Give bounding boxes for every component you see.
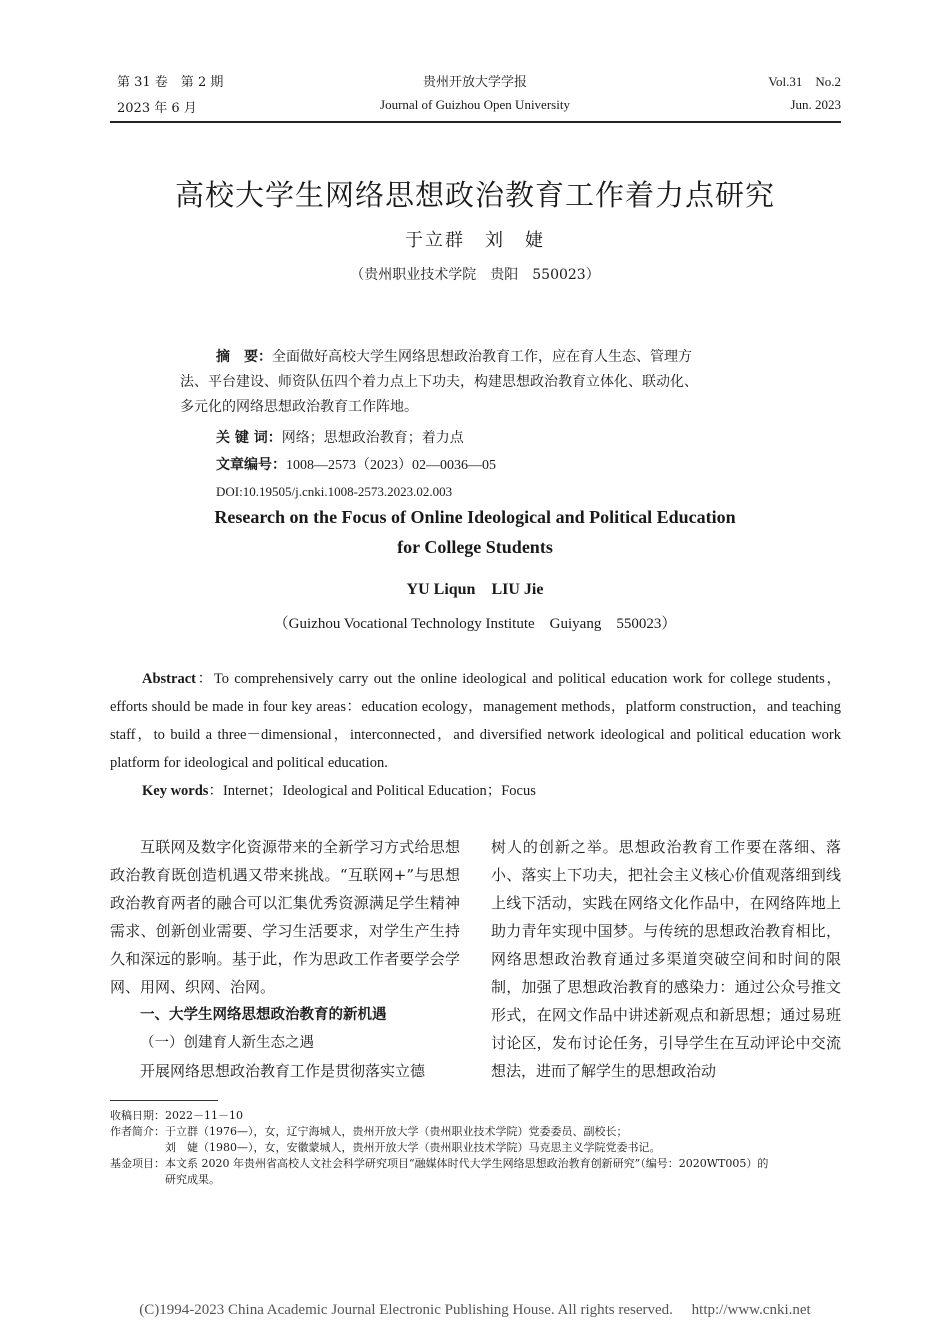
header-journal-en: Journal of Guizhou Open University [380, 97, 570, 112]
keywords-cn-value: 网络；思想政治教育；着力点 [281, 430, 464, 446]
affiliation-cn: （贵州职业技术学院 贵阳 550023） [350, 267, 600, 283]
abstract-cn-label: 摘 要： [216, 349, 272, 365]
paper-title-en-line1: Research on the Focus of Online Ideological and Political Education [214, 507, 736, 527]
paper-title-cn: 高校大学生网络思想政治教育工作着力点研究 [174, 178, 775, 212]
abstract-cn [180, 345, 770, 420]
header-volume-issue-en: Vol.31 No.2 [768, 74, 841, 89]
abstract-en-text: ：To comprehensively carry out the online ideological and political education work for college students，efforts should be made in four key areas：education ecology，management methods，platform construction，and teaching staff，to build a three－dimensional，interconnected，and diversified network ideological and political education work platform for ideological and political education. [110, 671, 841, 771]
article-number-value: 1008—2573（2023）02—0036—05 [286, 458, 496, 473]
footnote-author1: 于立群（1976—），女，辽宁海城人，贵州开放大学（贵州职业技术学院）党委委员、副校长； [165, 1125, 628, 1138]
body-paragraph: 开展网络思想政治教育工作是贯彻落实立德 [140, 1062, 426, 1080]
header-date-en: Jun. 2023 [790, 97, 841, 112]
keywords-cn-label: 关 键 词： [216, 430, 282, 446]
footnote-rule [110, 1100, 218, 1101]
article-number-label: 文章编号： [216, 457, 286, 473]
body-left-column [110, 833, 460, 1085]
abstract-en-label: Abstract [142, 671, 196, 687]
subsection-heading: （一）创建育人新生态之遇 [140, 1035, 314, 1051]
header-journal-cn: 贵州开放大学学报 [422, 75, 527, 90]
footnote-fund-line1: 本文系 2020 年贵州省高校人文社会科学研究项目“融媒体时代大学生网络思想政治教育创新研究”（编号：2020WT005）的 [165, 1157, 769, 1170]
keywords-en-label: Key words [142, 783, 209, 799]
footnote-author2: 刘 婕（1980—），女，安徽蒙城人，贵州开放大学（贵州职业技术学院）马克思主义学院党委书记。 [165, 1141, 661, 1154]
header-rule [110, 121, 841, 123]
authors-en: YU Liqun LIU Jie [406, 581, 544, 598]
section-heading: 一、大学生网络思想政治教育的新机遇 [140, 1007, 387, 1023]
footnote-fund [110, 1156, 850, 1172]
header-date-cn: 2023 年 6 月 [117, 101, 197, 116]
keywords-cn [180, 426, 806, 451]
footnote-author-label: 作者简介： [110, 1125, 165, 1138]
body-right-column [491, 833, 841, 1085]
footnote-author [110, 1124, 850, 1140]
footnote-fund-line2: 研究成果。 [165, 1173, 220, 1186]
doi: DOI:10.19505/j.cnki.1008-2573.2023.02.003 [216, 484, 453, 499]
footnote-received: 收稿日期：2022－11－10 [110, 1109, 243, 1122]
affiliation-en: （Guizhou Vocational Technology Institute Guiyang 550023） [273, 616, 677, 632]
body-paragraph: 互联网及数字化资源带来的全新学习方式给思想政治教育既创造机遇又带来挑战。“互联网+”与思想政治教育两者的融合可以汇集优秀资源满足学生精神需求、创新创业需要、学习生活要求，对学生产生持久和深远的影响。基于此，作为思政工作者要学会学网、用网、织网、治网。 [110, 838, 460, 996]
copyright-footer: (C)1994-2023 China Academic Journal Electronic Publishing House. All rights reserved. http://www.cnki.net [139, 1302, 811, 1318]
abstract-cn-line: 多元化的网络思想政治教育工作阵地。 [180, 399, 418, 415]
header-volume-issue-cn: 第 31 卷 第 2 期 [117, 75, 224, 90]
abstract-cn-line: 全面做好高校大学生网络思想政治教育工作，应在育人生态、管理方 [272, 349, 692, 365]
keywords-en-value: ：Internet；Ideological and Political Education；Focus [208, 783, 536, 799]
abstract-cn-line: 法、平台建设、师资队伍四个着力点上下功夫，构建思想政治教育立体化、联动化、 [180, 374, 698, 390]
keywords-en [110, 777, 841, 805]
paper-title-en-line2: for College Students [397, 537, 553, 557]
body-paragraph: 树人的创新之举。思想政治教育工作要在落细、落小、落实上下功夫，把社会主义核心价值观落细到线上线下活动，实践在网络文化作品中，在网络阵地上助力青年实现中国梦。与传统的思想政治教育相比，网络思想政治教育通过多渠道突破空间和时间的限制，加强了思想政治教育的感染力：通过公众号推文形式，在网文作品中讲述新观点和新思想；通过易班讨论区，发布讨论任务，引导学生在互动评论中交流想法，进而了解学生的思想政治动 [491, 838, 841, 1080]
article-number [180, 453, 806, 478]
footnote-fund-label: 基金项目： [110, 1157, 165, 1170]
authors-cn: 于立群 刘 婕 [405, 230, 545, 251]
abstract-en [110, 665, 841, 777]
